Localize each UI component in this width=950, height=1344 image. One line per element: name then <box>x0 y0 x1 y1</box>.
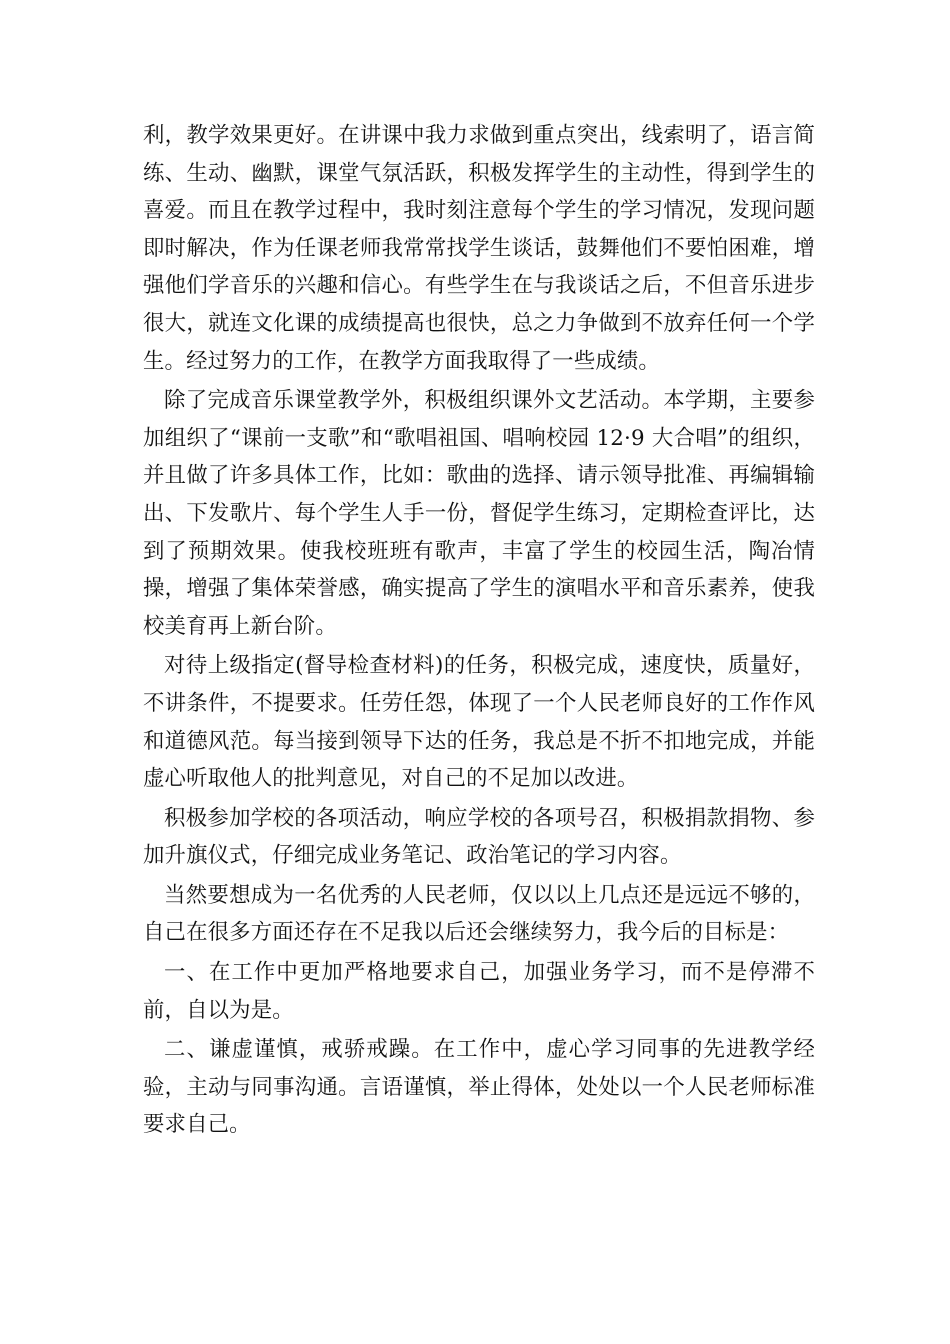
paragraph-teaching-effect: 利，教学效果更好。在讲课中我力求做到重点突出，线索明了，语言简练、生动、幽默，课堂气氛活跃，积极发挥学生的主动性，得到学生的喜爱。而且在教学过程中，我时刻注意每个学生的学习情况，发现问题即时解决，作为任课老师我常常找学生谈话，鼓舞他们不要怕困难，增强他们学音乐的兴趣和信心。有些学生在与我谈话之后，不但音乐进步很大，就连文化课的成绩提高也很快，总之力争做到不放弃任何一个学生。经过努力的工作，在教学方面我取得了一些成绩。 <box>143 123 815 374</box>
paragraph-goal-two: 二、谦虚谨慎，戒骄戒躁。在工作中，虚心学习同事的先进教学经验，主动与同事沟通。言语谨慎，举止得体，处处以一个人民老师标准要求自己。 <box>143 1037 815 1138</box>
paragraph-assigned-tasks: 对待上级指定(督导检查材料)的任务，积极完成，速度快，质量好，不讲条件，不提要求。任劳任怨，体现了一个人民老师良好的工作作风和道德风范。每当接到领导下达的任务，我总是不折不扣地完成，并能虚心听取他人的批判意见，对自己的不足加以改进。 <box>143 653 815 792</box>
paragraph-future-goals-intro: 当然要想成为一名优秀的人民老师，仅以以上几点还是远远不够的，自己在很多方面还存在不足我以后还会继续努力，我今后的目标是： <box>143 882 815 946</box>
paragraph-school-activities: 积极参加学校的各项活动，响应学校的各项号召，积极捐款捐物、参加升旗仪式，仔细完成业务笔记、政治笔记的学习内容。 <box>143 805 815 869</box>
document-body <box>143 117 815 1144</box>
paragraph-goal-one: 一、在工作中更加严格地要求自己，加强业务学习，而不是停滞不前，自以为是。 <box>143 960 815 1023</box>
paragraph-extracurricular-activities: 除了完成音乐课堂教学外，积极组织课外文艺活动。本学期，主要参加组织了“课前一支歌”和“歌唱祖国、唱响校园 12·9 大合唱”的组织，并且做了许多具体工作，比如：歌曲的选择、请示领导批准、再编辑输出、下发歌片、每个学生人手一份，督促学生练习，定期检查评比，达到了预期效果。使我校班班有歌声，丰富了学生的校园生活，陶冶情操，增强了集体荣誉感，确实提高了学生的演唱水平和音乐素养，使我校美育再上新台阶。 <box>143 388 815 639</box>
